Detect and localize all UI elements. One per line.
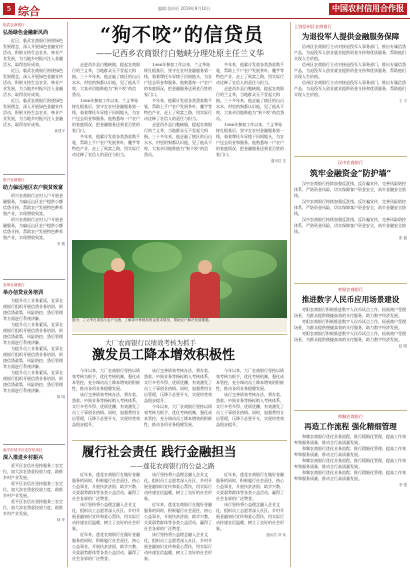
right-item-body [294,434,407,488]
brief-text: 近日，临武农商银行围绕绿色发展理念，深入开展绿色金融宣传活动，积极支持生态农业、林业产业发展，为当地乡村振兴注入金融活水，取得良好成效。 [3,98,63,127]
bottom-column-1 [72,472,140,567]
right-item [294,287,407,407]
mid-paragraph: 该行完善绩效考核办法，将存款、贷款、中间业务等指标纳入考核体系，实行多劳多得、优绩优酬，有效激发了员工干事创业热情。同时，加强费用支出管理，压降不必要开支，实现经营效益稳步提升。 [216,392,284,427]
photo-caption: 图为：兰义华在茶园与农户交流，了解茶叶种植和资金需求情况，帮助农户解决发展难题。 [72,318,287,332]
right-item-text: 汉中农商银行持续加强反洗钱、反诈骗宣传，完善风险防控体系，严防资金风险，切实保障客户资金安全，筑牢金融安全防线。 [294,181,406,198]
section-divider [294,410,407,411]
column-divider [290,22,291,567]
mid-paragraph: 今年以来，大厂农商银行坚持以绩效考核为抓手，优化考核机制，强化成本管控，充分调动员工降本增效的积极性，推动各项业务稳健发展。 [72,368,140,391]
brief-item [3,22,65,172]
brief-text: 为提升员工业务素质，宜章农商银行组织开展信贷业务培训，围绕信贷政策、风险防控、贷后管理等方面进行系统讲解。 [3,370,63,393]
mid-column-2 [144,368,212,438]
story-column-2 [144,62,212,238]
brief-item [3,282,65,442]
right-item-text: 汉中农商银行持续加强反洗钱、反诈骗宣传，完善风险防控体系，严防资金风险，切实保障客户资金安全，筑牢金融安全防线。 [294,199,406,216]
brief-signature: 林 华 [56,518,65,522]
brief-text: 近日，临武农商银行围绕绿色发展理念，深入开展绿色金融宣传活动，积极支持生态农业、林业产业发展，为当地乡村振兴注入金融活水，取得良好成效。 [3,68,63,97]
right-item-body [294,44,407,104]
bottom-paragraph: 近年来，莲花农商银行在做好金融服务的同时，积极履行社会责任，热心公益事业，开展扶贫济困、助学兴教、关爱弱势群体等各类公益活动，赢得了社会各界的广泛赞誉。 [72,472,140,501]
brief-text: 资兴农商银行走村入户开展金融服务，为偏远山区农户提供小额信贷支持，帮助农户发展特色种养殖产业，实现增收致富。 [3,193,63,216]
mid-paragraph: 今年以来，大厂农商银行坚持以绩效考核为抓手，优化考核机制，强化成本管控，充分调动员工降本增效的积极性，推动各项业务稳健发展。 [216,368,284,391]
brief-text: 近日，临武农商银行围绕绿色发展理念，深入开展绿色金融宣传活动，积极支持生态农业、林业产业发展，为当地乡村振兴注入金融活水，取得良好成效。 [3,38,63,67]
right-item-signature: 赵 刚 [398,344,407,348]
bottom-headline: 履行社会责任 践行金融担当 [82,444,237,459]
person-figure [190,272,220,318]
right-item-title: 为退役军人提供金融服务保障 [301,32,400,41]
brief-text: 为提升员工业务素质，宜章农商银行组织开展信贷业务培训，围绕信贷政策、风险防控、贷后管理等方面进行系统讲解。 [3,346,63,369]
right-item-text: 和顺农商银行优化业务流程，推行精细化管理，提高工作效率和服务质量，推动全行高质量发展。 [294,458,406,469]
main-headline: “狗不咬”的信贷员 [100,24,264,46]
brief-item [3,447,65,567]
right-item-title: 筑牢金融资金“防护墙” [309,168,392,178]
right-item-text: 枣阳农商银行积极推进数字人民币试点工作，拓展商户受理场景，为群众提供便捷高效的支付服务，助力数字经济发展。 [294,331,406,342]
mid-column-1 [72,368,140,438]
brief-title: 助力偏远地区农户脱贫致富 [3,185,64,191]
mid-column-3 [216,368,286,438]
right-item-org: 上饶信州区农商银行 [294,24,332,29]
brief-title: 举办信贷业务培训 [3,290,44,296]
section-divider [294,283,407,284]
brief-title: 弘扬绿色金融新风尚 [3,30,49,36]
right-item [294,160,407,280]
newspaper-brand: 中国农村信用合作报 [329,3,407,15]
bottom-paragraph: 近年来，莲花农商银行在做好金融服务的同时，积极履行社会责任，热心公益事业，开展扶贫济困、助学兴教、关爱弱势群体等各类公益活动，赢得了社会各界的广泛赞誉。 [144,502,212,531]
bottom-paragraph: 该行坚持将公益理念融入企业文化，组织员工志愿者深入社区、乡村开展金融知识宣传和爱心帮扶，用实际行动传递农信温暖，树立了良好的社会形象。 [72,502,140,531]
story-paragraph: 1986年参加工作以来，兰义华始终扎根基层，坚守在农村金融服务第一线，骑着摩托车穿梭于田间地头，为农户送去资金和服务。他熟悉每一户农户的家庭情况，把金融服务送到老百姓的家门口。 [144,62,212,97]
brief-text: 延平区农信社坚持服务三农定位，加大涉农贷款投放力度，助推乡村产业发展。 [3,481,63,498]
brief-text: 为提升员工业务素质，宜章农商银行组织开展信贷业务培训，围绕信贷政策、风险防控、贷后管理等方面进行系统讲解。 [3,322,63,345]
section-divider [72,334,287,335]
bottom-paragraph: 该行坚持将公益理念融入企业文化，组织员工志愿者深入社区、乡村开展金融知识宣传和爱心帮扶，用实际行动传递农信温暖，树立了良好的社会形象。 [144,472,212,501]
brief-signature: 李 俊 [56,242,65,246]
brief-text: 为提升员工业务素质，宜章农商银行组织开展信贷业务培训，围绕信贷政策、风险防控、贷后管理等方面进行系统讲解。 [3,298,63,321]
right-item-text: 和顺农商银行优化业务流程，推行精细化管理，提高工作效率和服务质量，推动全行高质量发展。 [294,434,406,445]
right-item-body [294,181,407,241]
bottom-column-2 [144,472,212,567]
issue-meta: 编辑:张旺旺 2019年9月10日 [158,6,211,11]
brief-org: 临武农商银行 [3,23,25,27]
right-item-text: 和顺农商银行优化业务流程，推行精细化管理，提高工作效率和服务质量，推动全行高质量发展。 [294,446,406,457]
main-subheadline: ——记西乡农商银行白勉峡分理处原主任兰义华 [96,49,264,58]
section-title: 综合 [18,5,40,18]
mid-kicker: 大厂农商银行以绩效考核为抓手 [105,339,196,347]
bottom-column-3 [216,472,286,567]
story-paragraph: 多年来，他累计发放各类贷款数千笔，帮助上千户农户发展茶叶、魔芋等特色产业，走上了致富之路，用实际行动诠释了农信人的责任与担当。 [144,98,212,121]
brief-item [3,177,65,277]
story-signature: 通讯员 龙 [270,159,286,163]
brief-text: 资兴农商银行走村入户开展金融服务，为偏远山区农户提供小额信贷支持，帮助农户发展特色种养殖产业，实现增收致富。 [3,217,63,240]
section-divider [72,440,287,441]
left-briefs-column [3,22,65,567]
right-item-body [294,307,407,349]
bottom-subheadline: ——莲花农商银行的公益之路 [130,462,215,470]
right-item-org: 汉中农商银行 [337,160,364,165]
right-item-text: 汉中农商银行持续加强反洗钱、反诈骗宣传，完善风险防控体系，严防资金风险，切实保障客户资金安全，筑牢金融安全防线。 [294,217,406,234]
mid-paragraph: 今年以来，大厂农商银行坚持以绩效考核为抓手，优化考核机制，强化成本管控，充分调动员工降本增效的积极性，推动各项业务稳健发展。 [144,404,212,427]
story-column-1 [72,62,140,238]
page-header [0,0,410,19]
story-paragraph: 走进西乡县白勉峡镇，提起农商银行的兰义华，当地群众无不竖起大拇指。三十多年来，他走遍了辖区的山山水水，村里的狗都认识他，见了他从不咬，大家亲切地称他为“狗不咬”的信贷员。 [144,122,212,157]
bottom-paragraph: 近年来，莲花农商银行在做好金融服务的同时，积极履行社会责任，热心公益事业，开展扶贫济困、助学兴教、关爱弱势群体等各类公益活动，赢得了社会各界的广泛赞誉。 [216,472,284,501]
right-item-text: 枣阳农商银行积极推进数字人民币试点工作，拓展商户受理场景，为群众提供便捷高效的支付服务，助力数字经济发展。 [294,307,406,318]
right-item-org: 枣阳农商银行 [337,287,364,292]
bottom-paragraph: 该行坚持将公益理念融入企业文化，组织员工志愿者深入社区、乡村开展金融知识宣传和爱心帮扶，用实际行动传递农信温暖，树立了良好的社会形象。 [216,502,284,531]
right-item-signature: 李 强 [398,483,407,487]
bottom-paragraph: 该行坚持将公益理念融入企业文化，组织员工志愿者深入社区、乡村开展金融知识宣传和爱心帮扶，用实际行动传递农信温暖，树立了良好的社会形象。 [144,532,212,561]
news-photo [72,240,287,318]
brief-title: 深入推进乡村振兴 [3,455,44,461]
right-item-text: 信州区农商银行主动对接退役军人事务部门，推出专属信贷产品，为退役军人创业就业提供资金支持和优质服务，帮助他们实现人生价值。 [294,80,406,97]
brief-signature: 陈 明 [56,395,65,399]
right-item-signature: 王 平 [398,99,407,103]
section-divider [294,156,407,157]
brief-org: 资兴农商银行 [3,178,25,182]
person-figure [104,270,134,318]
right-item-signature: 张 磊 [398,236,407,240]
right-item-text: 枣阳农商银行积极推进数字人民币试点工作，拓展商户受理场景，为群众提供便捷高效的支付服务，助力数字经济发展。 [294,319,406,330]
story-paragraph: 1986年参加工作以来，兰义华始终扎根基层，坚守在农村金融服务第一线，骑着摩托车穿梭于田间地头，为农户送去资金和服务。他熟悉每一户农户的家庭情况，把金融服务送到老百姓的家门口。 [72,98,140,133]
mid-headline: 激发员工降本增效积极性 [92,348,236,363]
bottom-paragraph: 近年来，莲花农商银行在做好金融服务的同时，积极履行社会责任，热心公益事业，开展扶贫济困、助学兴教、关爱弱势群体等各类公益活动，赢得了社会各界的广泛赞誉。 [72,532,140,561]
right-item-text: 信州区农商银行主动对接退役军人事务部门，推出专属信贷产品，为退役军人创业就业提供资金支持和优质服务，帮助他们实现人生价值。 [294,62,406,79]
mid-paragraph: 该行完善绩效考核办法，将存款、贷款、中间业务等指标纳入考核体系，实行多劳多得、优绩优酬，有效激发了员工干事创业热情。同时，加强费用支出管理，压降不必要开支，实现经营效益稳步提升。 [72,392,140,427]
right-item [294,24,407,154]
brief-org: 南平市延平区农村信用社 [3,448,43,452]
bottom-signature: 通讯员 刘 伟 [266,533,286,537]
brief-signature: 黄建平 [54,129,65,133]
brief-org: 宜章农商银行 [3,283,25,287]
right-item-title: 再造工作流程 强化精细管理 [304,422,397,431]
brief-text: 延平区农信社坚持服务三农定位，加大涉农贷款投放力度，助推乡村产业发展。 [3,463,63,480]
column-divider [67,22,68,567]
story-paragraph: 走进西乡县白勉峡镇，提起农商银行的兰义华，当地群众无不竖起大拇指。三十多年来，他走遍了辖区的山山水水，村里的狗都认识他，见了他从不咬，大家亲切地称他为“狗不咬”的信贷员。 [72,62,140,97]
story-column-3 [216,62,286,238]
mid-paragraph: 该行完善绩效考核办法，将存款、贷款、中间业务等指标纳入考核体系，实行多劳多得、优绩优酬，有效激发了员工干事创业热情。同时，加强费用支出管理，压降不必要开支，实现经营效益稳步提升。 [144,368,212,403]
story-paragraph: 多年来，他累计发放各类贷款数千笔，帮助上千户农户发展茶叶、魔芋等特色产业，走上了致富之路，用实际行动诠释了农信人的责任与担当。 [216,62,284,85]
page-number-badge: 5 [3,3,15,15]
brief-text: 延平区农信社坚持服务三农定位，加大涉农贷款投放力度，助推乡村产业发展。 [3,499,63,516]
story-paragraph: 走进西乡县白勉峡镇，提起农商银行的兰义华，当地群众无不竖起大拇指。三十多年来，他走遍了辖区的山山水水，村里的狗都认识他，见了他从不咬，大家亲切地称他为“狗不咬”的信贷员。 [216,86,285,121]
right-item-text: 信州区农商银行主动对接退役军人事务部门，推出专属信贷产品，为退役军人创业就业提供资金支持和优质服务，帮助他们实现人生价值。 [294,44,406,61]
story-paragraph: 1986年参加工作以来，兰义华始终扎根基层，坚守在农村金融服务第一线，骑着摩托车穿梭于田间地头，为农户送去资金和服务。他熟悉每一户农户的家庭情况，把金融服务送到老百姓的家门口。 [216,122,284,157]
right-item-org: 和顺农商银行 [337,414,364,419]
right-item [294,414,407,566]
story-paragraph: 多年来，他累计发放各类贷款数千笔，帮助上千户农户发展茶叶、魔芋等特色产业，走上了致富之路，用实际行动诠释了农信人的责任与担当。 [72,134,140,157]
right-item-text: 和顺农商银行优化业务流程，推行精细化管理，提高工作效率和服务质量，推动全行高质量发展。 [294,470,406,481]
right-item-title: 推进数字人民币应用场景建设 [301,295,400,304]
